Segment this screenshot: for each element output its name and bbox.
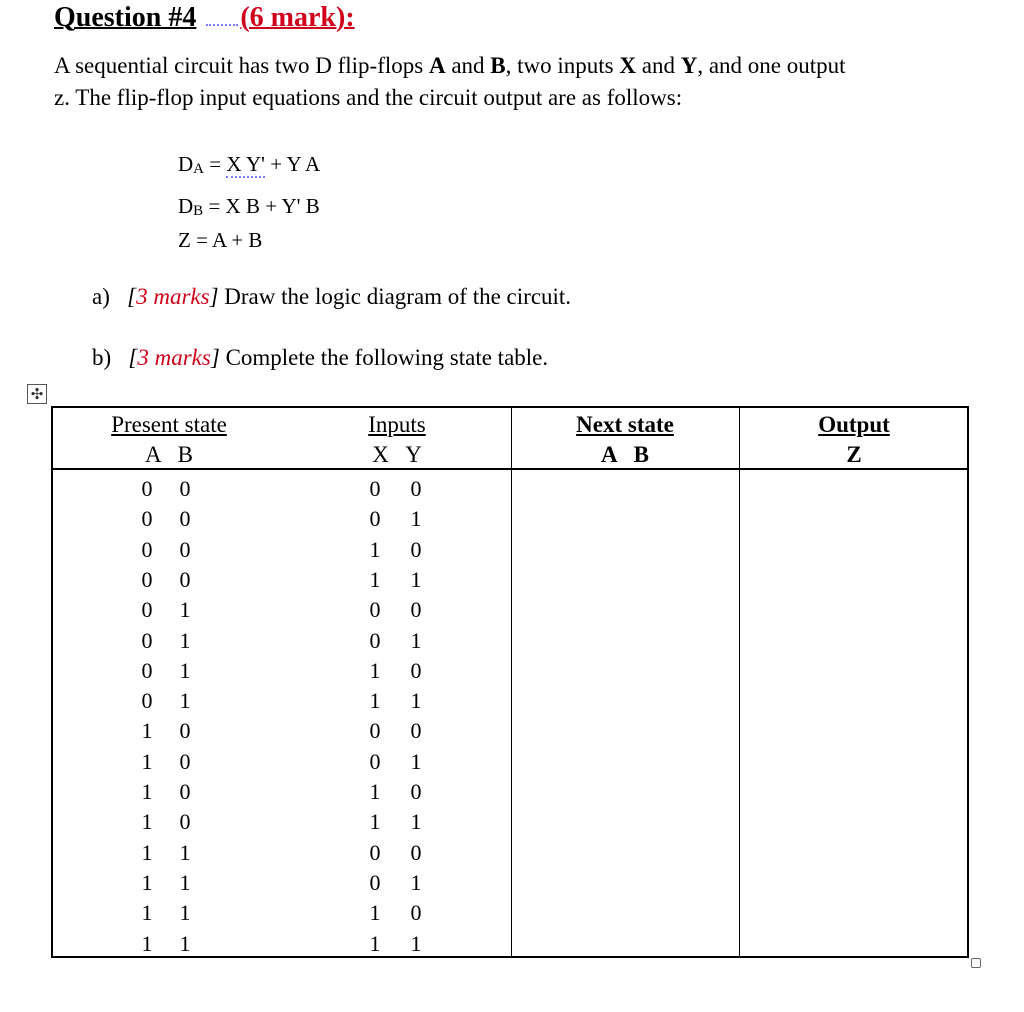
state-table bbox=[51, 406, 969, 958]
table-row bbox=[53, 535, 967, 565]
input-y-cell: 1 bbox=[410, 506, 422, 532]
input-x-cell: 0 bbox=[369, 839, 381, 865]
table-row bbox=[53, 504, 967, 534]
input-y-cell: 0 bbox=[410, 476, 422, 501]
present-a-cell: 0 bbox=[141, 597, 153, 623]
present-a-cell: 1 bbox=[141, 809, 153, 835]
input-y-cell: 0 bbox=[410, 779, 422, 804]
input-x-cell: 1 bbox=[369, 688, 381, 714]
present-b-cell: 0 bbox=[179, 718, 191, 744]
table-row bbox=[53, 626, 967, 656]
present-a-cell: 1 bbox=[141, 718, 153, 744]
table-row bbox=[53, 747, 967, 777]
present-b-cell: 1 bbox=[179, 930, 191, 956]
input-x-cell: 0 bbox=[369, 627, 381, 653]
present-a-cell: 0 bbox=[141, 506, 153, 532]
equation-da: $D_A = X$ Y' + Y A bbox=[178, 152, 321, 177]
present-b-cell: 0 bbox=[179, 536, 191, 562]
present-a-cell: 1 bbox=[141, 900, 153, 926]
spellcheck-squiggle bbox=[206, 18, 238, 26]
input-y-cell: 1 bbox=[410, 688, 422, 714]
input-x-cell: 1 bbox=[369, 536, 381, 562]
input-y-cell: 1 bbox=[410, 809, 422, 835]
question-title: Question #4 bbox=[54, 2, 197, 33]
input-x-cell: 1 bbox=[369, 779, 381, 804]
table-row bbox=[53, 686, 967, 716]
part-a: a) [3 marks] Draw the logic diagram of the circuit. bbox=[92, 284, 572, 309]
present-b-cell: 1 bbox=[179, 627, 191, 653]
present-b-cell: 1 bbox=[179, 688, 191, 714]
table-row bbox=[53, 868, 967, 898]
input-y-cell: 1 bbox=[410, 869, 422, 895]
equation-db: $D_B = X$ B + Y' B bbox=[178, 194, 320, 219]
input-y-cell: 0 bbox=[410, 657, 422, 683]
question-intro bbox=[54, 50, 984, 114]
question-heading bbox=[54, 2, 355, 34]
equation-z: Z = A + B bbox=[178, 228, 263, 252]
present-b-cell: 0 bbox=[179, 476, 191, 501]
header-next-state: Next state A B bbox=[576, 412, 674, 467]
table-row bbox=[53, 777, 967, 807]
present-b-cell: 0 bbox=[179, 809, 191, 835]
present-a-cell: 0 bbox=[141, 657, 153, 683]
present-a-cell: 1 bbox=[141, 779, 153, 804]
input-y-cell: 0 bbox=[410, 536, 422, 562]
present-a-cell: 1 bbox=[141, 748, 153, 774]
header-output: Output Z bbox=[818, 412, 890, 467]
table-row bbox=[53, 929, 967, 959]
table-row bbox=[53, 716, 967, 746]
input-y-cell: 0 bbox=[410, 839, 422, 865]
input-y-cell: 1 bbox=[410, 627, 422, 653]
table-row bbox=[53, 838, 967, 868]
header-inputs: Inputs X Y bbox=[368, 412, 426, 467]
present-b-cell: 1 bbox=[179, 657, 191, 683]
present-b-cell: 1 bbox=[179, 869, 191, 895]
header-present-state: Present state A B bbox=[111, 412, 227, 467]
input-y-cell: 0 bbox=[410, 718, 422, 744]
input-x-cell: 1 bbox=[369, 900, 381, 926]
table-row bbox=[53, 807, 967, 837]
present-b-cell: 0 bbox=[179, 566, 191, 592]
input-x-cell: 0 bbox=[369, 476, 381, 501]
table-row bbox=[53, 898, 967, 928]
present-b-cell: 1 bbox=[179, 900, 191, 926]
present-a-cell: 1 bbox=[141, 930, 153, 956]
present-a-cell: 0 bbox=[141, 688, 153, 714]
input-x-cell: 0 bbox=[369, 869, 381, 895]
table-row bbox=[53, 565, 967, 595]
input-y-cell: 0 bbox=[410, 900, 422, 926]
present-b-cell: 0 bbox=[179, 779, 191, 804]
question-marks: (6 mark): bbox=[240, 2, 355, 33]
input-x-cell: 1 bbox=[369, 657, 381, 683]
present-a-cell: 0 bbox=[141, 566, 153, 592]
part-b: b) [3 marks] Complete the following state table. bbox=[92, 345, 549, 370]
input-y-cell: 1 bbox=[410, 748, 422, 774]
present-a-cell: 1 bbox=[141, 869, 153, 895]
table-row bbox=[53, 595, 967, 625]
input-y-cell: 1 bbox=[410, 930, 422, 956]
present-a-cell: 1 bbox=[141, 839, 153, 865]
table-move-handle-icon[interactable]: ✣ bbox=[27, 384, 47, 404]
present-b-cell: 0 bbox=[179, 506, 191, 532]
table-row bbox=[53, 474, 967, 504]
table-row bbox=[53, 656, 967, 686]
present-b-cell: 1 bbox=[179, 839, 191, 865]
present-b-cell: 0 bbox=[179, 748, 191, 774]
present-b-cell: 1 bbox=[179, 597, 191, 623]
input-x-cell: 1 bbox=[369, 566, 381, 592]
input-x-cell: 0 bbox=[369, 506, 381, 532]
input-x-cell: 0 bbox=[369, 597, 381, 623]
input-x-cell: 0 bbox=[369, 748, 381, 774]
intro-line-1: A sequential circuit has two D flip-flops A and B, two inputs X and Y, and one output bbox=[54, 53, 846, 78]
input-y-cell: 1 bbox=[410, 566, 422, 592]
input-x-cell: 0 bbox=[369, 718, 381, 744]
present-a-cell: 0 bbox=[141, 536, 153, 562]
present-a-cell: 0 bbox=[141, 627, 153, 653]
present-a-cell: 0 bbox=[141, 476, 153, 501]
input-y-cell: 0 bbox=[410, 597, 422, 623]
input-x-cell: 1 bbox=[369, 809, 381, 835]
input-x-cell: 1 bbox=[369, 930, 381, 956]
intro-line-2: z. The flip-flop input equations and the circuit output are as follows: bbox=[54, 85, 683, 110]
table-resize-handle[interactable] bbox=[971, 958, 981, 968]
